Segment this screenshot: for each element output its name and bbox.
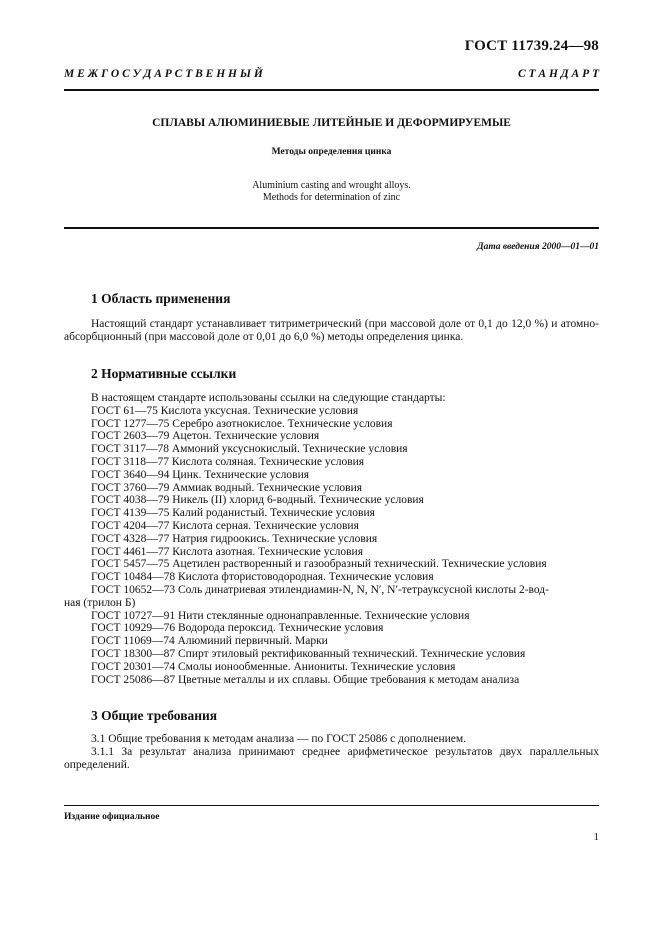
- standard-word: С Т А Н Д А Р Т: [517, 68, 599, 80]
- section-1-heading: 1 Область применения: [91, 291, 231, 306]
- reference-item: ГОСТ 3760—79 Аммиак водный. Технические условия: [91, 481, 363, 494]
- reference-item: ГОСТ 4204—77 Кислота серная. Технические условия: [91, 519, 359, 532]
- title-rule: [64, 227, 599, 229]
- footer-rule: [64, 805, 599, 806]
- reference-item: ГОСТ 18300—87 Спирт этиловый ректификованный технический. Технические условия: [91, 647, 526, 660]
- reference-item: ГОСТ 1277—75 Серебро азотнокислое. Технические условия: [91, 417, 393, 430]
- english-title-line: Aluminium casting and wrought alloys.: [252, 180, 411, 191]
- reference-item: ГОСТ 4328—77 Натрия гидроокись. Технические условия: [91, 532, 378, 545]
- reference-item: ГОСТ 3117—78 Аммоний уксуснокислый. Технические условия: [91, 443, 408, 456]
- document-title: СПЛАВЫ АЛЮМИНИЕВЫЕ ЛИТЕЙНЫЕ И ДЕФОРМИРУЕМЫЕ: [152, 117, 511, 129]
- reference-item: ГОСТ 4038—79 Никель (II) хлорид 6-водный. Технические условия: [91, 494, 424, 507]
- interstate-standard-banner: [64, 68, 599, 80]
- reference-item: ГОСТ 2603—79 Ацетон. Технические условия: [91, 430, 320, 443]
- reference-item: ГОСТ 10484—78 Кислота фтористоводородная. Технические условия: [91, 571, 434, 584]
- normative-references-list: [64, 392, 599, 686]
- clause-3-1-1: 3.1.1 За результат анализа принимают среднее арифметическое результатов двух параллельных определений.: [64, 746, 599, 771]
- section-3-text: [64, 733, 599, 772]
- header-rule: [64, 89, 599, 91]
- reference-item: ГОСТ 3118—77 Кислота соляная. Технические условия: [91, 455, 365, 468]
- reference-item: ГОСТ 11069—74 Алюминий первичный. Марки: [91, 635, 328, 648]
- document-code: ГОСТ 11739.24—98: [464, 38, 599, 54]
- reference-item: ГОСТ 10652—73 Соль динатриевая этилендиамин-N, N, N′, N′-тетрауксусной кислоты 2-вод-: [91, 583, 549, 596]
- interstate-word: М Е Ж Г О С У Д А Р С Т В Е Н Н Ы Й: [64, 68, 263, 80]
- references-lead: В настоящем стандарте использованы ссылки на следующие стандарты:: [91, 392, 446, 404]
- section-1-paragraph: Настоящий стандарт устанавливает титриметрический (при массовой доле от 0,1 до 12,0 %) и атомно-абсорбционный (при массовой доле от 0,01 до 6,0 %) методы определения цинка.: [64, 318, 599, 343]
- section-1-text: [64, 318, 599, 344]
- section-3-heading: 3 Общие требования: [91, 708, 218, 723]
- reference-item: ГОСТ 3640—94 Цинк. Технические условия: [91, 468, 310, 481]
- page-number: 1: [593, 831, 599, 843]
- document-subtitle: Методы определения цинка: [271, 147, 392, 157]
- introduction-date: Дата введения 2000—01—01: [477, 242, 599, 252]
- reference-item: ГОСТ 10929—76 Водорода пероксид. Технические условия: [91, 622, 384, 635]
- reference-item: ГОСТ 10727—91 Нити стеклянные однонаправленные. Технические условия: [91, 609, 470, 622]
- reference-item-continuation: ная (трилон Б): [64, 596, 136, 609]
- section-2-heading: 2 Нормативные ссылки: [91, 366, 237, 381]
- reference-item: ГОСТ 4139—75 Калий роданистый. Технические условия: [91, 507, 375, 520]
- official-edition-label: Издание официальное: [64, 812, 160, 822]
- reference-item: ГОСТ 20301—74 Смолы ионообменные. Аниониты. Технические условия: [91, 660, 456, 673]
- reference-item: ГОСТ 25086—87 Цветные металлы и их сплавы. Общие требования к методам анализа: [91, 673, 520, 686]
- english-title-line: Methods for determination of zinc: [262, 192, 401, 203]
- clause-3-1: 3.1 Общие требования к методам анализа — по ГОСТ 25086 с дополнением.: [91, 733, 467, 745]
- english-title: [64, 180, 599, 204]
- reference-item: ГОСТ 5457—75 Ацетилен растворенный и газообразный технический. Технические условия: [91, 558, 547, 571]
- reference-item: ГОСТ 61—75 Кислота уксусная. Технические условия: [91, 404, 359, 417]
- reference-item: ГОСТ 4461—77 Кислота азотная. Технические условия: [91, 545, 363, 558]
